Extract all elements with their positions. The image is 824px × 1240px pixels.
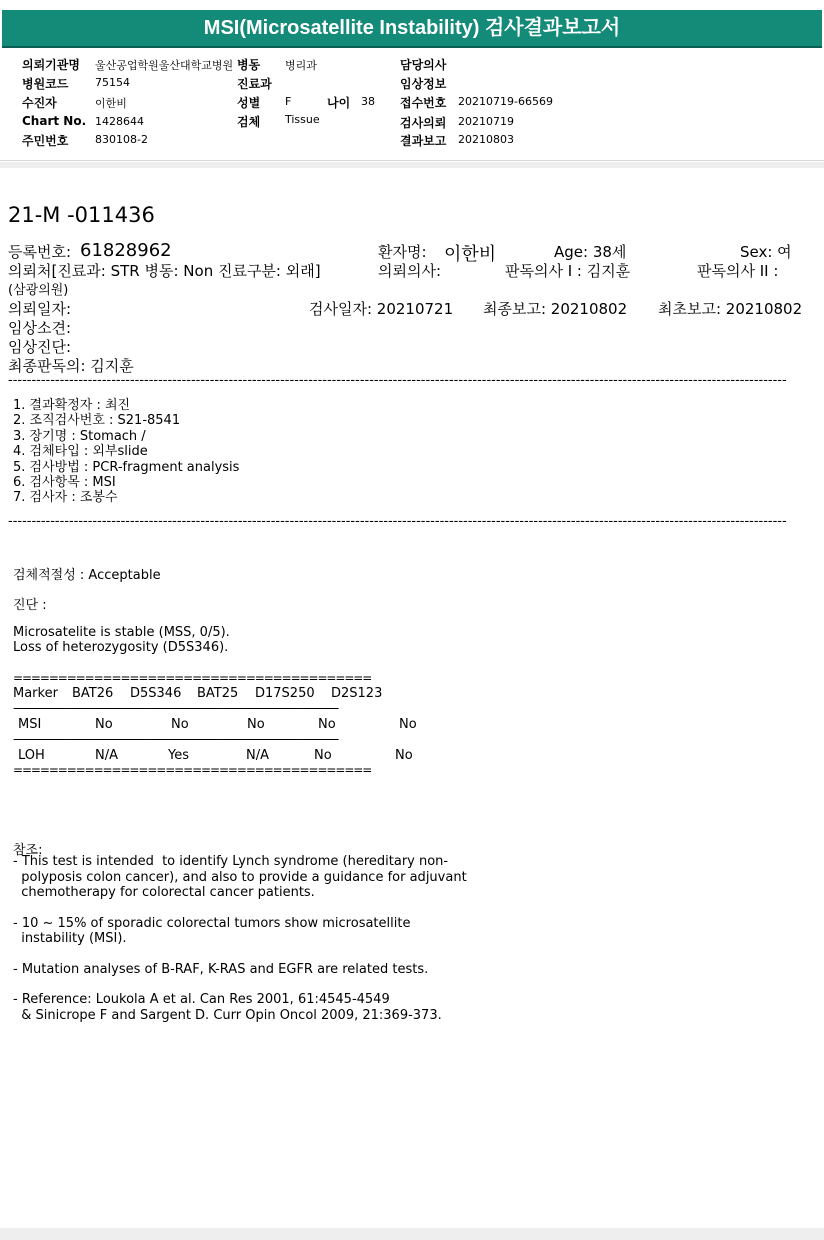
receipt-label: 접수번호: [400, 96, 447, 110]
diagnosis-label: 진단 :: [13, 598, 47, 613]
loh-d2s123: No: [395, 748, 413, 763]
ward-value: 병리과: [285, 59, 317, 72]
item-1: 1. 결과확정자 : 최진: [13, 398, 131, 413]
equals-line: ========================================: [13, 763, 372, 777]
chart-value: 1428644: [95, 115, 144, 128]
reg-label: 등록번호:: [8, 243, 72, 261]
reader-1: 판독의사 I : 김지훈: [505, 262, 631, 280]
item-5: 5. 검사방법 : PCR-fragment analysis: [13, 460, 240, 475]
adequacy: 검체적절성 : Acceptable: [13, 568, 161, 583]
sex-label: 성별: [237, 96, 261, 110]
clinical-diagnosis: 임상진단:: [8, 338, 72, 356]
specimen-label: 검체: [237, 115, 261, 129]
reference-line: & Sinicrope F and Sargent D. Curr Opin Oncol 2009, 21:369-373.: [13, 1008, 442, 1023]
chart-label: Chart No.: [22, 114, 87, 128]
equals-line: ========================================: [13, 671, 372, 685]
loh-row-label: LOH: [18, 748, 45, 763]
institution-label: 의뢰기관명: [22, 58, 80, 72]
loh-bat26: N/A: [95, 748, 118, 763]
report-title: MSI(Microsatellite Instability) 검사결과보고서: [2, 10, 822, 48]
item-3: 3. 장기명 : Stomach /: [13, 429, 146, 444]
table-separator: -------------------------------------------------------------------------------------------------------------: [13, 732, 338, 746]
hospital-code-label: 병원코드: [22, 77, 69, 91]
divider-band: [0, 162, 824, 168]
reference-line: chemotherapy for colorectal cancer patients.: [13, 885, 315, 900]
pname-label: 환자명:: [378, 243, 427, 261]
clinical-info-label: 임상정보: [400, 77, 447, 91]
diagnosis-line-2: Loss of heterozygosity (D5S346).: [13, 640, 229, 655]
ward-label: 병동: [237, 58, 261, 72]
id-label: 주민번호: [22, 134, 69, 148]
table-header-d5s346: D5S346: [130, 686, 182, 701]
requester-line: 의뢰처[진료과: STR 병동: Non 진료구분: 외래]: [8, 262, 321, 280]
msi-bat25: No: [247, 717, 265, 732]
table-separator: -------------------------------------------------------------------------------------------------------------: [13, 701, 338, 715]
diagnosis-line-1: Microsatelite is stable (MSS, 0/5).: [13, 625, 230, 640]
test-date: 검사일자: 20210721: [309, 300, 454, 318]
final-report: 최종보고: 20210802: [483, 300, 628, 318]
loh-bat25: N/A: [246, 748, 269, 763]
table-header-marker: Marker: [13, 686, 58, 701]
req-date: 의뢰일자:: [8, 300, 72, 318]
msi-d2s123: No: [399, 717, 417, 732]
table-header-bat25: BAT25: [197, 686, 239, 701]
first-report: 최초보고: 20210802: [658, 300, 803, 318]
case-number: 21-M -011436: [8, 203, 155, 227]
reference-line: - 10 ~ 15% of sporadic colorectal tumors show microsatellite: [13, 916, 411, 931]
age-value: 38: [361, 95, 375, 108]
doctor-label: 담당의사: [400, 58, 447, 72]
specimen-value: Tissue: [285, 113, 320, 126]
sex-value: F: [285, 95, 292, 108]
reference-label: 참조:: [13, 843, 43, 858]
report-date-label: 결과보고: [400, 134, 447, 148]
reg-value: 61828962: [80, 240, 172, 261]
separator-line: ----------------------------------------------------------------------------------------------------------------------------------------------------------------------: [8, 373, 787, 388]
final-reader: 최종판독의: 김지훈: [8, 357, 134, 375]
age-text: Age: 38세: [554, 243, 627, 261]
separator-line: ----------------------------------------------------------------------------------------------------------------------------------------------------------------------: [8, 514, 787, 529]
item-7: 7. 검사자 : 조봉수: [13, 490, 118, 505]
hospital-code-value: 75154: [95, 76, 130, 89]
item-4: 4. 검체타입 : 외부slide: [13, 444, 148, 459]
receipt-value: 20210719-66569: [458, 95, 553, 108]
reference-line: - Reference: Loukola A et al. Can Res 2001, 61:4545-4549: [13, 992, 390, 1007]
reader-2: 판독의사 II :: [697, 262, 779, 280]
report-date-value: 20210803: [458, 133, 514, 146]
id-value: 830108-2: [95, 133, 148, 146]
org: (삼광의원): [8, 283, 69, 298]
msi-bat26: No: [95, 717, 113, 732]
pname-value: 이한비: [444, 244, 497, 265]
reference-line: - This test is intended to identify Lynch syndrome (hereditary non-: [13, 854, 449, 869]
request-label: 검사의뢰: [400, 116, 447, 130]
table-header-d17s250: D17S250: [255, 686, 315, 701]
msi-d5s346: No: [171, 717, 189, 732]
clinical-findings: 임상소견:: [8, 319, 72, 337]
loh-d5s346: Yes: [168, 748, 189, 763]
msi-row-label: MSI: [18, 717, 42, 732]
table-header-d2s123: D2S123: [331, 686, 383, 701]
reference-line: - Mutation analyses of B-RAF, K-RAS and EGFR are related tests.: [13, 962, 429, 977]
age-label: 나이: [327, 96, 351, 110]
reference-line: instability (MSI).: [13, 931, 127, 946]
msi-d17s250: No: [318, 717, 336, 732]
bottom-band: [0, 1228, 824, 1240]
request-value: 20210719: [458, 115, 514, 128]
loh-d17s250: No: [314, 748, 332, 763]
report-header: [0, 48, 824, 161]
patient-value: 이한비: [95, 97, 127, 110]
reference-line: polyposis colon cancer), and also to provide a guidance for adjuvant: [13, 870, 467, 885]
table-header-bat26: BAT26: [72, 686, 114, 701]
item-6: 6. 검사항목 : MSI: [13, 475, 116, 490]
institution-value: 울산공업학원울산대학교병원: [95, 59, 234, 72]
title-bar: [0, 0, 824, 46]
req-doctor: 의뢰의사:: [378, 262, 442, 280]
patient-label: 수진자: [22, 96, 57, 110]
dept-label: 진료과: [237, 77, 272, 91]
sex-text: Sex: 여: [740, 243, 792, 261]
item-2: 2. 조직검사번호 : S21-8541: [13, 413, 181, 428]
